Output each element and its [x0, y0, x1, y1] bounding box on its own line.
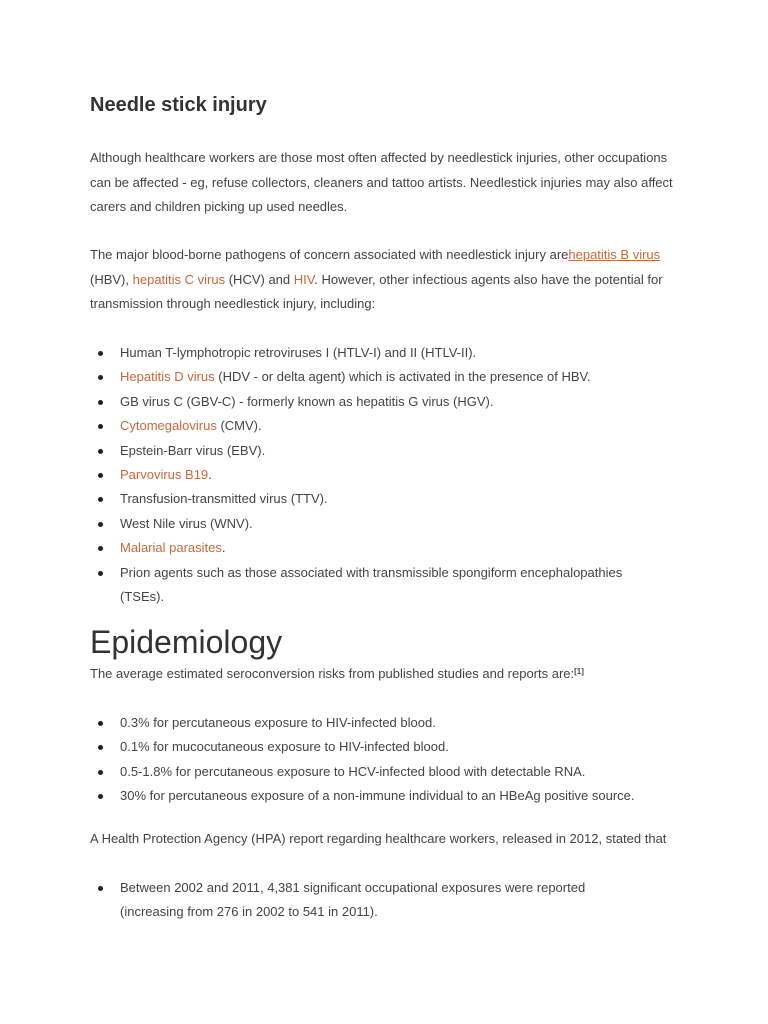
- list-item: [90, 390, 688, 414]
- hpa-paragraph: A Health Protection Agency (HPA) report regarding healthcare workers, released in 2012, stated that: [90, 831, 667, 846]
- list-item: 30% for percutaneous exposure of a non-immune individual to an HBeAg positive source.: [90, 784, 688, 808]
- paragraph-text: (HCV) and: [225, 271, 294, 287]
- epidemiology-heading: Epidemiology: [90, 624, 283, 660]
- pathogen-list: [90, 341, 688, 609]
- list-item: [90, 463, 688, 487]
- list-item-text: West Nile virus (WNV).: [120, 515, 253, 531]
- list-item: [90, 365, 688, 389]
- list-item-text: .: [208, 467, 212, 483]
- reference-link[interactable]: [1]: [574, 667, 584, 676]
- page-title: Needle stick injury: [90, 94, 267, 116]
- paragraph-text: (HBV),: [90, 271, 133, 287]
- list-item: 0.5-1.8% for percutaneous exposure to HCV-infected blood with detectable RNA.: [90, 760, 688, 784]
- malarial-parasites-link[interactable]: Malarial parasites: [120, 540, 222, 556]
- risk-list: [90, 711, 688, 809]
- list-item: [90, 487, 688, 511]
- hiv-link[interactable]: HIV: [293, 271, 315, 287]
- cytomegalovirus-link[interactable]: Cytomegalovirus: [120, 418, 217, 434]
- paragraph-text: . However, other infectious agents also have the potential for transmission through needlestick injury, including:: [90, 271, 663, 312]
- list-item: [90, 561, 688, 610]
- list-item: [90, 439, 688, 463]
- list-item-text: Transfusion-transmitted virus (TTV).: [120, 491, 328, 507]
- intro-paragraph: Although healthcare workers are those most often affected by needlestick injuries, other occupations can be affected - eg, refuse collectors, cleaners and tattoo artists. Needlestick injuries may also affect carers and children picking up used needles.: [90, 150, 673, 215]
- list-item-text: Prion agents such as those associated with transmissible spongiform encephalopathies (TSEs).: [120, 564, 623, 605]
- list-item-text: .: [221, 540, 226, 556]
- list-item-text: GB virus C (GBV-C) - formerly known as hepatitis G virus (HGV).: [120, 393, 494, 409]
- list-item: [90, 341, 688, 365]
- hepatitis-c-link[interactable]: hepatitis C virus: [132, 271, 226, 287]
- parvovirus-link[interactable]: Parvovirus B19: [120, 467, 209, 483]
- list-item: [90, 414, 688, 438]
- list-item: 0.1% for mucocutaneous exposure to HIV-infected blood.: [90, 735, 688, 759]
- hpa-list: [90, 876, 688, 925]
- hepatitis-d-link[interactable]: Hepatitis D virus: [120, 369, 215, 385]
- pathogens-paragraph: [90, 243, 688, 317]
- list-item: Between 2002 and 2011, 4,381 significant occupational exposures were reported (increasing from 276 in 2002 to 541 in 2011).: [90, 876, 688, 925]
- list-item-text: (HDV - or delta agent) which is activated in the presence of HBV.: [214, 369, 591, 385]
- list-item-text: Human T-lymphotropic retroviruses I (HTLV-I) and II (HTLV-II).: [120, 345, 477, 360]
- list-item: [90, 536, 688, 560]
- hepatitis-b-link[interactable]: hepatitis B virus: [568, 247, 661, 262]
- list-item-text: Epstein-Barr virus (EBV).: [120, 442, 266, 458]
- list-item: 0.3% for percutaneous exposure to HIV-infected blood.: [90, 711, 688, 735]
- list-item: [90, 512, 688, 536]
- paragraph-text: The major blood-borne pathogens of concern associated with needlestick injury are: [90, 247, 569, 262]
- list-item-text: (CMV).: [216, 418, 262, 434]
- epidemiology-intro: The average estimated seroconversion risks from published studies and reports are:[1]: [90, 666, 584, 681]
